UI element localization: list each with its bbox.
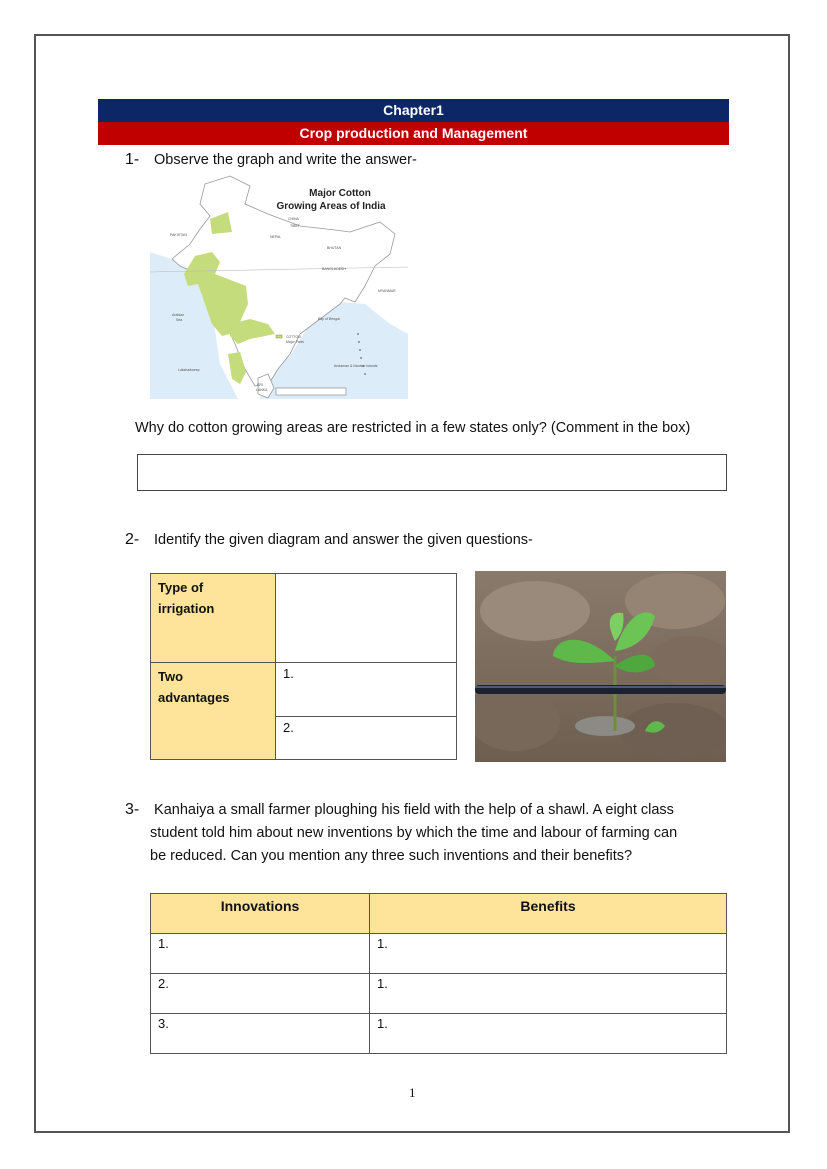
question-number: 1- xyxy=(125,151,140,168)
question-number: 3- xyxy=(125,801,140,818)
benefit-cell[interactable]: 1. xyxy=(370,934,727,974)
map-label-arabian-sea-1: Arabian xyxy=(172,313,185,317)
india-map-figure xyxy=(150,174,408,399)
question-prompt: Observe the graph and write the answer- xyxy=(154,152,417,168)
question-1-sub-question: Why do cotton growing areas are restricted in a few states only? (Comment in the box) xyxy=(135,420,691,436)
map-label-pakistan: PAKISTAN xyxy=(170,233,187,237)
advantages-label xyxy=(151,663,276,760)
innovations-table xyxy=(150,893,727,1054)
map-legend-major-parts: Major Parts xyxy=(286,340,304,344)
advantage-1-cell[interactable]: 1. xyxy=(276,663,457,717)
pipe-highlight xyxy=(475,686,726,688)
innovation-cell[interactable]: 3. xyxy=(151,1014,370,1054)
benefit-cell[interactable]: 1. xyxy=(370,1014,727,1054)
label-line: irrigation xyxy=(158,601,215,616)
map-label-china: CHINA xyxy=(288,217,299,221)
map-title-line1: Major Cotton xyxy=(309,188,371,199)
map-title-line2: Growing Areas of India xyxy=(276,201,386,212)
map-scale-bar xyxy=(276,388,346,395)
irrigation-type-answer-cell[interactable] xyxy=(276,574,457,663)
chapter-banner: Chapter1 xyxy=(98,99,729,122)
map-label-tibet: TIBET xyxy=(290,224,300,228)
map-label-sri-lanka-1: SRI xyxy=(257,383,263,387)
innovation-cell[interactable]: 2. xyxy=(151,974,370,1014)
irrigation-type-label xyxy=(151,574,276,663)
label-line: Two xyxy=(158,669,184,684)
comment-answer-box[interactable] xyxy=(137,454,727,491)
map-label-bangladesh: BANGLADESH xyxy=(322,267,346,271)
map-label-bay-of-bengal: Bay of Bengal xyxy=(318,317,340,321)
map-label-bhutan: BHUTAN xyxy=(327,246,342,250)
question-1 xyxy=(125,149,417,171)
benefits-header: Benefits xyxy=(370,894,727,934)
chapter-subtitle-banner: Crop production and Management xyxy=(98,122,729,145)
cotton-map xyxy=(150,174,408,399)
map-legend-cotton: COTTON xyxy=(286,335,301,339)
advantage-2-cell[interactable]: 2. xyxy=(276,717,457,760)
map-label-arabian-sea-2: Sea xyxy=(176,318,183,322)
label-line: advantages xyxy=(158,690,230,705)
map-label-lakshadweep: Lakshadweep xyxy=(178,368,200,372)
map-legend-swatch xyxy=(276,335,282,338)
innovations-header: Innovations xyxy=(151,894,370,934)
question-number: 2- xyxy=(125,531,140,548)
water-puddle xyxy=(575,716,635,736)
map-label-myanmar: MYANMAR xyxy=(378,289,396,293)
table-row xyxy=(151,974,727,1014)
irrigation-table xyxy=(150,573,457,760)
map-label-andaman: Andaman & Nicobar Islands xyxy=(334,364,378,368)
table-row xyxy=(151,1014,727,1054)
question-3-line2: student told him about new inventions by which the time and labour of farming can xyxy=(150,825,678,841)
label-line: Type of xyxy=(158,580,204,595)
innovation-cell[interactable]: 1. xyxy=(151,934,370,974)
question-3-line3: be reduced. Can you mention any three such inventions and their benefits? xyxy=(150,848,633,864)
question-prompt-line1: Kanhaiya a small farmer ploughing his field with the help of a shawl. A eight class xyxy=(154,802,674,818)
map-label-sri-lanka-2: LANKA xyxy=(256,388,268,392)
table-row xyxy=(151,934,727,974)
question-prompt: Identify the given diagram and answer the given questions- xyxy=(154,532,533,548)
question-2 xyxy=(125,529,533,551)
drip-irrigation-photo xyxy=(475,571,726,762)
drip-irrigation-illustration xyxy=(475,571,726,762)
map-label-nepal: NEPAL xyxy=(270,235,282,239)
page-number: 1 xyxy=(409,1085,416,1100)
question-3 xyxy=(125,799,674,821)
soil-clod xyxy=(480,581,590,641)
soil-clod xyxy=(620,703,726,759)
benefit-cell[interactable]: 1. xyxy=(370,974,727,1014)
